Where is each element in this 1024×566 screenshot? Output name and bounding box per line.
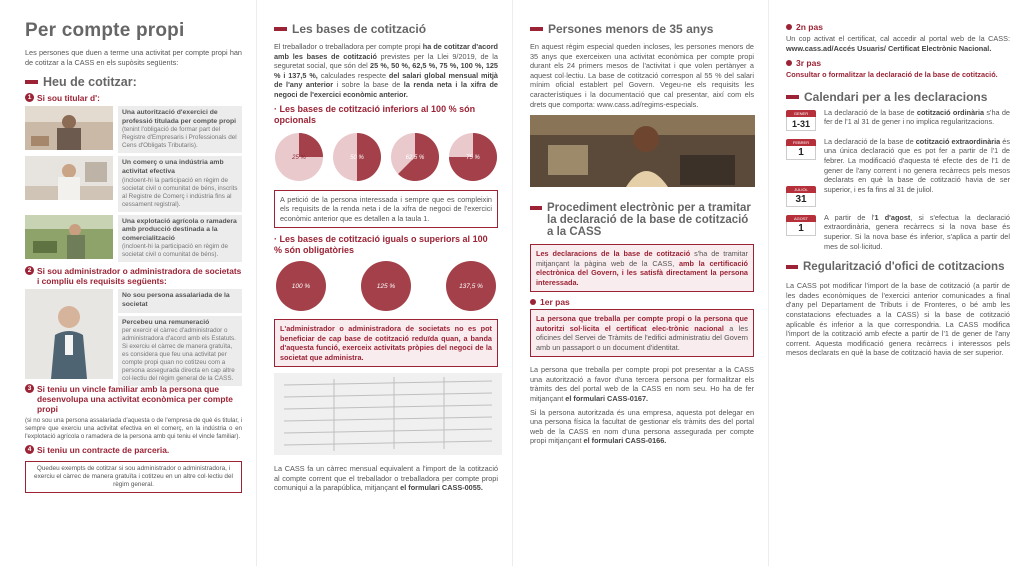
section-heading: Heu de cotitzar:: [25, 75, 242, 89]
dot-icon: [530, 299, 536, 305]
portal-link[interactable]: www.cass.ad/Accés Usuaris/ Certificat Electrònic Nacional.: [786, 43, 992, 53]
case-2-items: [25, 289, 242, 383]
optional-bases-note: A petició de la persona interessada i sempre que es compleixin els requisits de la renda neta i de la xifra de negoci de l'exercici econòmic anterior que es detallen a la taula 1.: [274, 190, 498, 229]
optional-bases-heading: · Les bases de cotització inferiors al 100 % són opcionals: [274, 103, 476, 125]
pie-2: [332, 132, 382, 182]
item-text: Una explotació agrícola o ramadera amb producció destinada a la comercialització (incloent-hi la participació en règim de societat civil o comunitat de béns).: [118, 215, 242, 263]
number-1-icon: 1: [25, 93, 34, 102]
calendar-icon: JULIOL 31: [786, 186, 816, 207]
case-1-heading: 1 Si sou titular d':: [25, 93, 242, 103]
calendar-ordinary: [786, 108, 1010, 131]
section-heading-regularitzacio: Regularització d'ofici de cotitzacions: [786, 261, 1010, 273]
mandatory-base-circle: 125 %: [361, 261, 411, 311]
pie-4: [448, 132, 498, 182]
calendar-icon: AGOST 1: [786, 215, 816, 251]
case-4-heading: 4 Si teniu un contracte de parceria.: [25, 445, 242, 455]
number-3-icon: 3: [25, 384, 34, 393]
calendar-text: La declaració de la base de cotització ordinària s'ha de fer de l'1 al 31 de gener i no implica regularitzacions.: [824, 107, 1010, 127]
case-1-item: [25, 106, 242, 153]
mandatory-base-circle: 137,5 %: [446, 261, 496, 311]
step-2-heading: 2n pas: [786, 22, 1010, 32]
regularization-text: La CASS pot modificar l'import de la base de cotització (a partir de les dades econòmiques de l'exercici anterior comunicades a final d'any pel Departament de Tributs i de Fronteres, o bé amb les constatacions efectuades a la CASS) si la base de cotització aplicable és inferior a la que correspondria. La CASS modifica l'import de la cotització amb efecte a partir de l'1 de gener de l'any corrent. Aquesta modificació genera recàrrecs i interessos pels mesos declarats en què la base de cotització havia de ser superior.: [786, 281, 1010, 358]
bar-icon: [25, 80, 38, 84]
bar-icon: [786, 265, 798, 269]
pie-1: [274, 132, 324, 182]
bar-icon: [530, 206, 542, 210]
dot-icon: [786, 24, 792, 30]
photo-professional: [25, 106, 113, 150]
under-35-text: En aquest règim especial queden incloses, les persones menors de 35 anys que exerceixen una activitat econòmica per compte propi durant els 24 primers mesos de l'activitat i que volen pertànyer a aquest col·lectiu. La base de cotització correspon al 55 % del salari mínim oficial establert pel Govern. Vegeu-ne els requisits les característiques i la documentació que cal presentar, així com els drets que comporta: www.cass.ad/regims-especials.: [530, 42, 754, 109]
photo-administrator: [25, 289, 113, 379]
case-1-item: [25, 215, 242, 263]
section-heading: Persones menors de 35 anys: [530, 22, 754, 36]
authorization-text: La persona que treballa per compte propi pot presentar a la CASS una autorització a favor d'una tercera persona per formalitzar els tràmits des del portal web de la CASS en nom seu. Ho ha de fer mitjançant el formulari CASS-0167.: [530, 365, 754, 403]
column-bases-cotitzacio: [256, 0, 512, 566]
column-calendari: [768, 0, 1024, 566]
pie-slice: [299, 133, 323, 157]
section-heading-procedure: Procediment electrònic per a tramitar la declaració de la base de cotització a la CASS: [530, 202, 754, 238]
mandatory-bases-chart: [276, 261, 496, 311]
item-text: Una autorització d'exercici de professió titulada per compte propi (tenint l'obligació de formar part del Registre d'Empresaris i Professionals del Cens d'Obligats Tributaris).: [118, 106, 242, 153]
column-menors-35: [512, 0, 768, 566]
item-text: No sou persona assalariada de la societat: [118, 289, 242, 312]
pie-label: 25 %: [292, 154, 306, 161]
case-3-heading: 3 Si teniu un vincle familiar amb la persona que desenvolupa una activitat econòmica per compte propi: [25, 384, 242, 414]
column-per-compte-propi: [0, 0, 256, 566]
step-2-text: Un cop activat el certificat, cal accedir al portal web de la CASS: www.cass.ad/Accés Usuaris/ Certificat Electrònic Nacional.: [786, 34, 1010, 53]
section-heading: Calendari per a les declaracions: [786, 90, 1010, 104]
calendar-icon: FEBRER 1: [786, 139, 816, 160]
bar-icon: [274, 27, 287, 31]
calendar-icons: [786, 137, 816, 207]
photo-woman-phone: [530, 115, 755, 187]
step-1-heading: 1er pas: [530, 297, 754, 307]
step-1-box: La persona que treballa per compte propi o la persona que autoritzi sol·licita el certificat elec-trònic nacional a les oficines del Servei de Tràmits de l'edifici administratiu del Govern amb un passaport o un document d'identitat.: [530, 309, 754, 357]
calendar-text: A partir de l'1 d'agost, si s'efectua la declaració extraordinària, genera recàrrecs si la nova base és superior. Si la nova base és inferior, s'aplica a partir del mes de sol·licitud.: [824, 212, 1010, 251]
pie-label: 50 %: [350, 154, 364, 161]
calendar-extraordinary: [786, 137, 1010, 207]
dot-icon: [786, 60, 792, 66]
photo-shop: [25, 156, 113, 200]
exemption-note: Quedeu exempts de cotitzar si sou administrador o administradora, i exerciu el càrrec de manera gratuïta i cotitzeu en un altre col·lectiu del règim general.: [25, 461, 242, 493]
calendar-icon: GENER 1-31: [786, 110, 816, 131]
bases-intro: El treballador o treballadora per compte propi ha de cotitzar d'acord amb les bases de cotització previstes per la Llei 9/2019, de la seguretat social, que són del 25 %, 50 %, 62,5 %, 75 %, 100 %, 125 % i 137,5 %, calculades respecte del salari global mensual mitjà de l'any anterior i sobre la base de la renda neta i la xifra de negoci de l'exercici econòmic anterior.: [274, 42, 498, 99]
pie-label: 62,5 %: [405, 154, 425, 161]
step-3-heading: 3r pas: [786, 58, 1010, 68]
administrator-note: L'administrador o administradora de societats no es pot beneficiar de cap base de cotització reduïda quan, a banda d'aquesta funció, exerceix activitats pròpies del negoci de la societat que administra.: [274, 319, 498, 367]
delegation-text: Si la persona autoritzada és una empresa, aquesta pot delegar en una persona física la facultat de gestionar els tràmits des del portal web de la CASS en nom d'una persona assegurada per compte propi mitjançant el formulari CASS-0166.: [530, 407, 754, 446]
page-title: Per compte propi: [25, 20, 185, 41]
calendar-august: [786, 213, 1010, 251]
item-text: Un comerç o una indústria amb activitat efectiva (incloent-hi la participació en règim de societat civil o comunitat de béns, inscrits al Registre de Comerç i indústria fins al cessament registral).: [118, 156, 242, 211]
number-2-icon: 2: [25, 266, 34, 275]
pie-label: 75 %: [466, 154, 480, 161]
pie-3: [390, 132, 440, 182]
number-4-icon: 4: [25, 445, 34, 454]
case-2-texts: [118, 289, 242, 383]
bar-icon: [786, 95, 799, 99]
mandatory-base-circle: 100 %: [276, 261, 326, 311]
item-text: Percebeu una remuneració per exercir el càrrec d'administrador o administradora d'acord amb els Estatuts. Si exerciu el càrrec de manera gratuïta, es considera que feu una activitat per compte propi quan no cotitzeu com a persona assegurada directa en cap altre col·lectiu del règim general de la CASS.: [118, 316, 242, 387]
optional-bases-chart: [274, 132, 498, 182]
photo-farm: [25, 215, 113, 259]
case-3-text: (si no sou una persona assalariada d'aquesta o de l'empresa de què és titular, i sempre que exerciu una activitat efectiva en el comerç, en la indústria o en l'explotació agrícola o ramadera de la persona amb qui teniu el vincle familiar).: [25, 417, 242, 440]
procedure-note: Les declaracions de la base de cotització s'ha de tramitar mitjançant la pàgina web de la CASS, amb la certificació electrònica del Govern, i les satisfà directament la persona interessada.: [530, 244, 754, 292]
step-3-text: Consultar o formalitzar la declaració de la base de cotització.: [786, 70, 998, 80]
intro-text: Les persones que duen a terme una activitat per compte propi han de cotitzar a la CASS en els supòsits següents:: [25, 48, 242, 67]
case-1-item: [25, 156, 242, 211]
case-2-heading: 2 Si sou administrador o administradora de societats i compliu els requisits següents:: [25, 266, 242, 286]
monthly-charge-text: La CASS fa un càrrec mensual equivalent a l'import de la cotització al compte corrent que el treballador o treballadora per compte propi comuniqui a la parapública, mitjançant el formulari CASS-0055.: [274, 464, 498, 493]
calendar-text: La declaració de la base de cotització extraordinària és una única declaració que es pot fer a partir de l'1 de febrer. La modificació d'aquesta té efecte des de l'1 de gener de l'any corrent i no genera recàrrecs pels mesos declarats en què la base de cotització havia de ser superior, i es fa fins al 31 de juliol.: [824, 136, 1010, 194]
mandatory-bases-heading: · Les bases de cotització iguals o superiors al 100 % són obligatòries: [274, 234, 488, 256]
bar-icon: [530, 27, 543, 31]
form-document-image: [274, 373, 502, 455]
section-heading: Les bases de cotització: [274, 22, 498, 36]
